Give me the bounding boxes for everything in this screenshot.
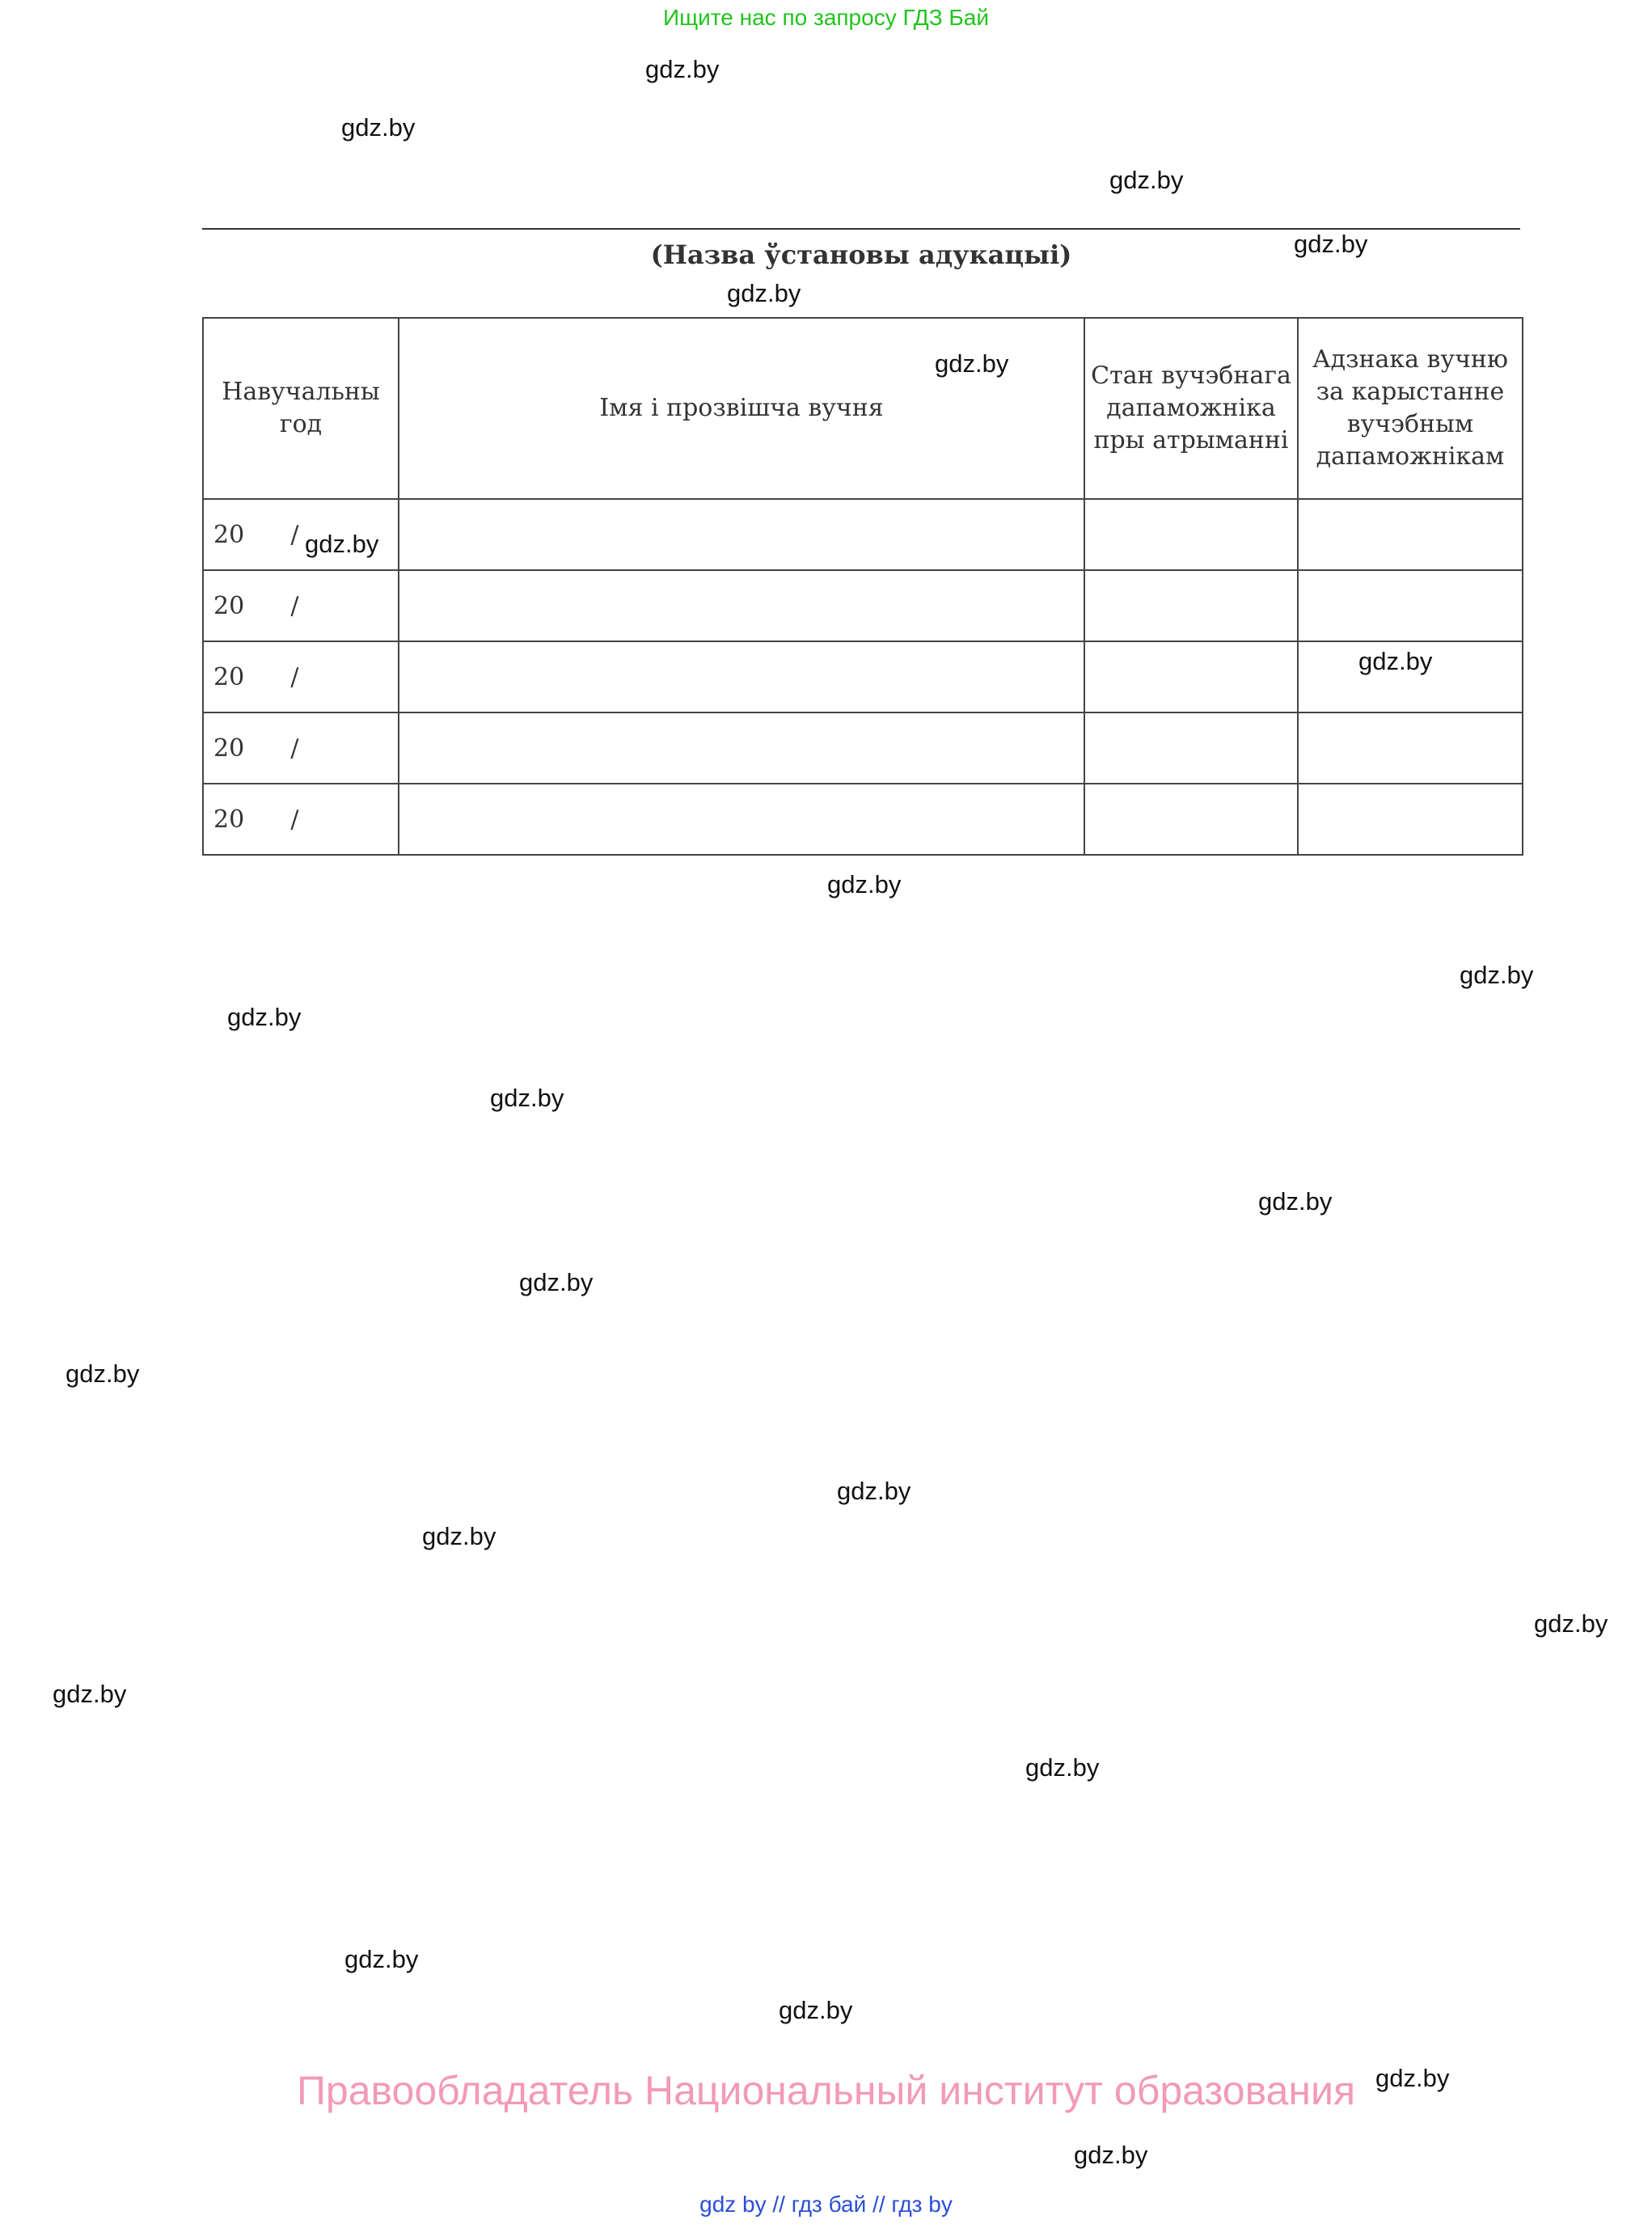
- footer-links[interactable]: gdz by // гдз бай // гдз by: [699, 2192, 953, 2217]
- year-cell: 20 /: [203, 499, 399, 570]
- condition-cell: [1084, 570, 1298, 641]
- watermark: gdz.by: [65, 1359, 140, 1388]
- watermark: gdz.by: [727, 279, 801, 307]
- watermark: gdz.by: [1460, 961, 1534, 989]
- grade-cell: [1298, 499, 1523, 570]
- textbook-usage-table: [202, 317, 1523, 856]
- watermark: gdz.by: [1294, 230, 1368, 258]
- watermark: gdz.by: [1375, 2064, 1450, 2092]
- institution-name-line: [202, 228, 1520, 230]
- watermark: gdz.by: [341, 113, 416, 142]
- name-cell: [399, 784, 1084, 855]
- watermark: gdz.by: [305, 530, 379, 558]
- watermark: gdz.by: [1358, 647, 1433, 675]
- condition-cell: [1084, 499, 1298, 570]
- watermark: gdz.by: [1074, 2141, 1148, 2169]
- name-cell: [399, 641, 1084, 712]
- table-row: [203, 570, 1523, 641]
- table-row: [203, 499, 1523, 570]
- condition-cell: [1084, 784, 1298, 855]
- year-cell: 20 /: [203, 784, 399, 855]
- table-row: [203, 784, 1523, 855]
- header-academic-year: Навучальны год: [203, 318, 399, 499]
- watermark: gdz.by: [519, 1268, 594, 1296]
- watermark: gdz.by: [837, 1477, 911, 1505]
- table-header-row: [203, 318, 1523, 499]
- name-cell: [399, 712, 1084, 784]
- watermark: gdz.by: [53, 1680, 127, 1708]
- watermark: gdz.by: [779, 1996, 853, 2024]
- watermark: gdz.by: [344, 1945, 419, 1973]
- grade-cell: [1298, 641, 1523, 712]
- condition-cell: [1084, 641, 1298, 712]
- watermark: gdz.by: [1258, 1187, 1333, 1216]
- watermark: gdz.by: [935, 349, 1009, 378]
- institution-caption: (Назва ўстановы адукацыі): [650, 239, 1072, 270]
- watermark: gdz.by: [827, 870, 902, 898]
- header-usage-grade: Адзнака вучню за карыстанне вучэбным дапаможнікам: [1298, 318, 1523, 499]
- watermark: gdz.by: [645, 55, 720, 83]
- header-student-name: Імя і прозвішча вучня: [399, 318, 1084, 499]
- grade-cell: [1298, 712, 1523, 784]
- year-cell: 20 /: [203, 712, 399, 784]
- year-cell: 20 /: [203, 570, 399, 641]
- search-banner: Ищите нас по запросу ГДЗ Бай: [662, 5, 990, 30]
- table-row: [203, 712, 1523, 784]
- grade-cell: [1298, 784, 1523, 855]
- watermark: gdz.by: [1025, 1753, 1100, 1782]
- watermark: gdz.by: [490, 1084, 564, 1112]
- header-condition-received: Стан вучэбнага дапаможніка пры атрыманні: [1084, 318, 1298, 499]
- watermark: gdz.by: [227, 1003, 302, 1031]
- name-cell: [399, 570, 1084, 641]
- name-cell: [399, 499, 1084, 570]
- condition-cell: [1084, 712, 1298, 784]
- watermark: gdz.by: [422, 1522, 496, 1550]
- year-cell: 20 /: [203, 641, 399, 712]
- copyright-notice: Правообладатель Национальный институт образования: [296, 2068, 1356, 2113]
- grade-cell: [1298, 570, 1523, 641]
- watermark: gdz.by: [1109, 166, 1184, 194]
- table-row: [203, 641, 1523, 712]
- watermark: gdz.by: [1534, 1609, 1608, 1638]
